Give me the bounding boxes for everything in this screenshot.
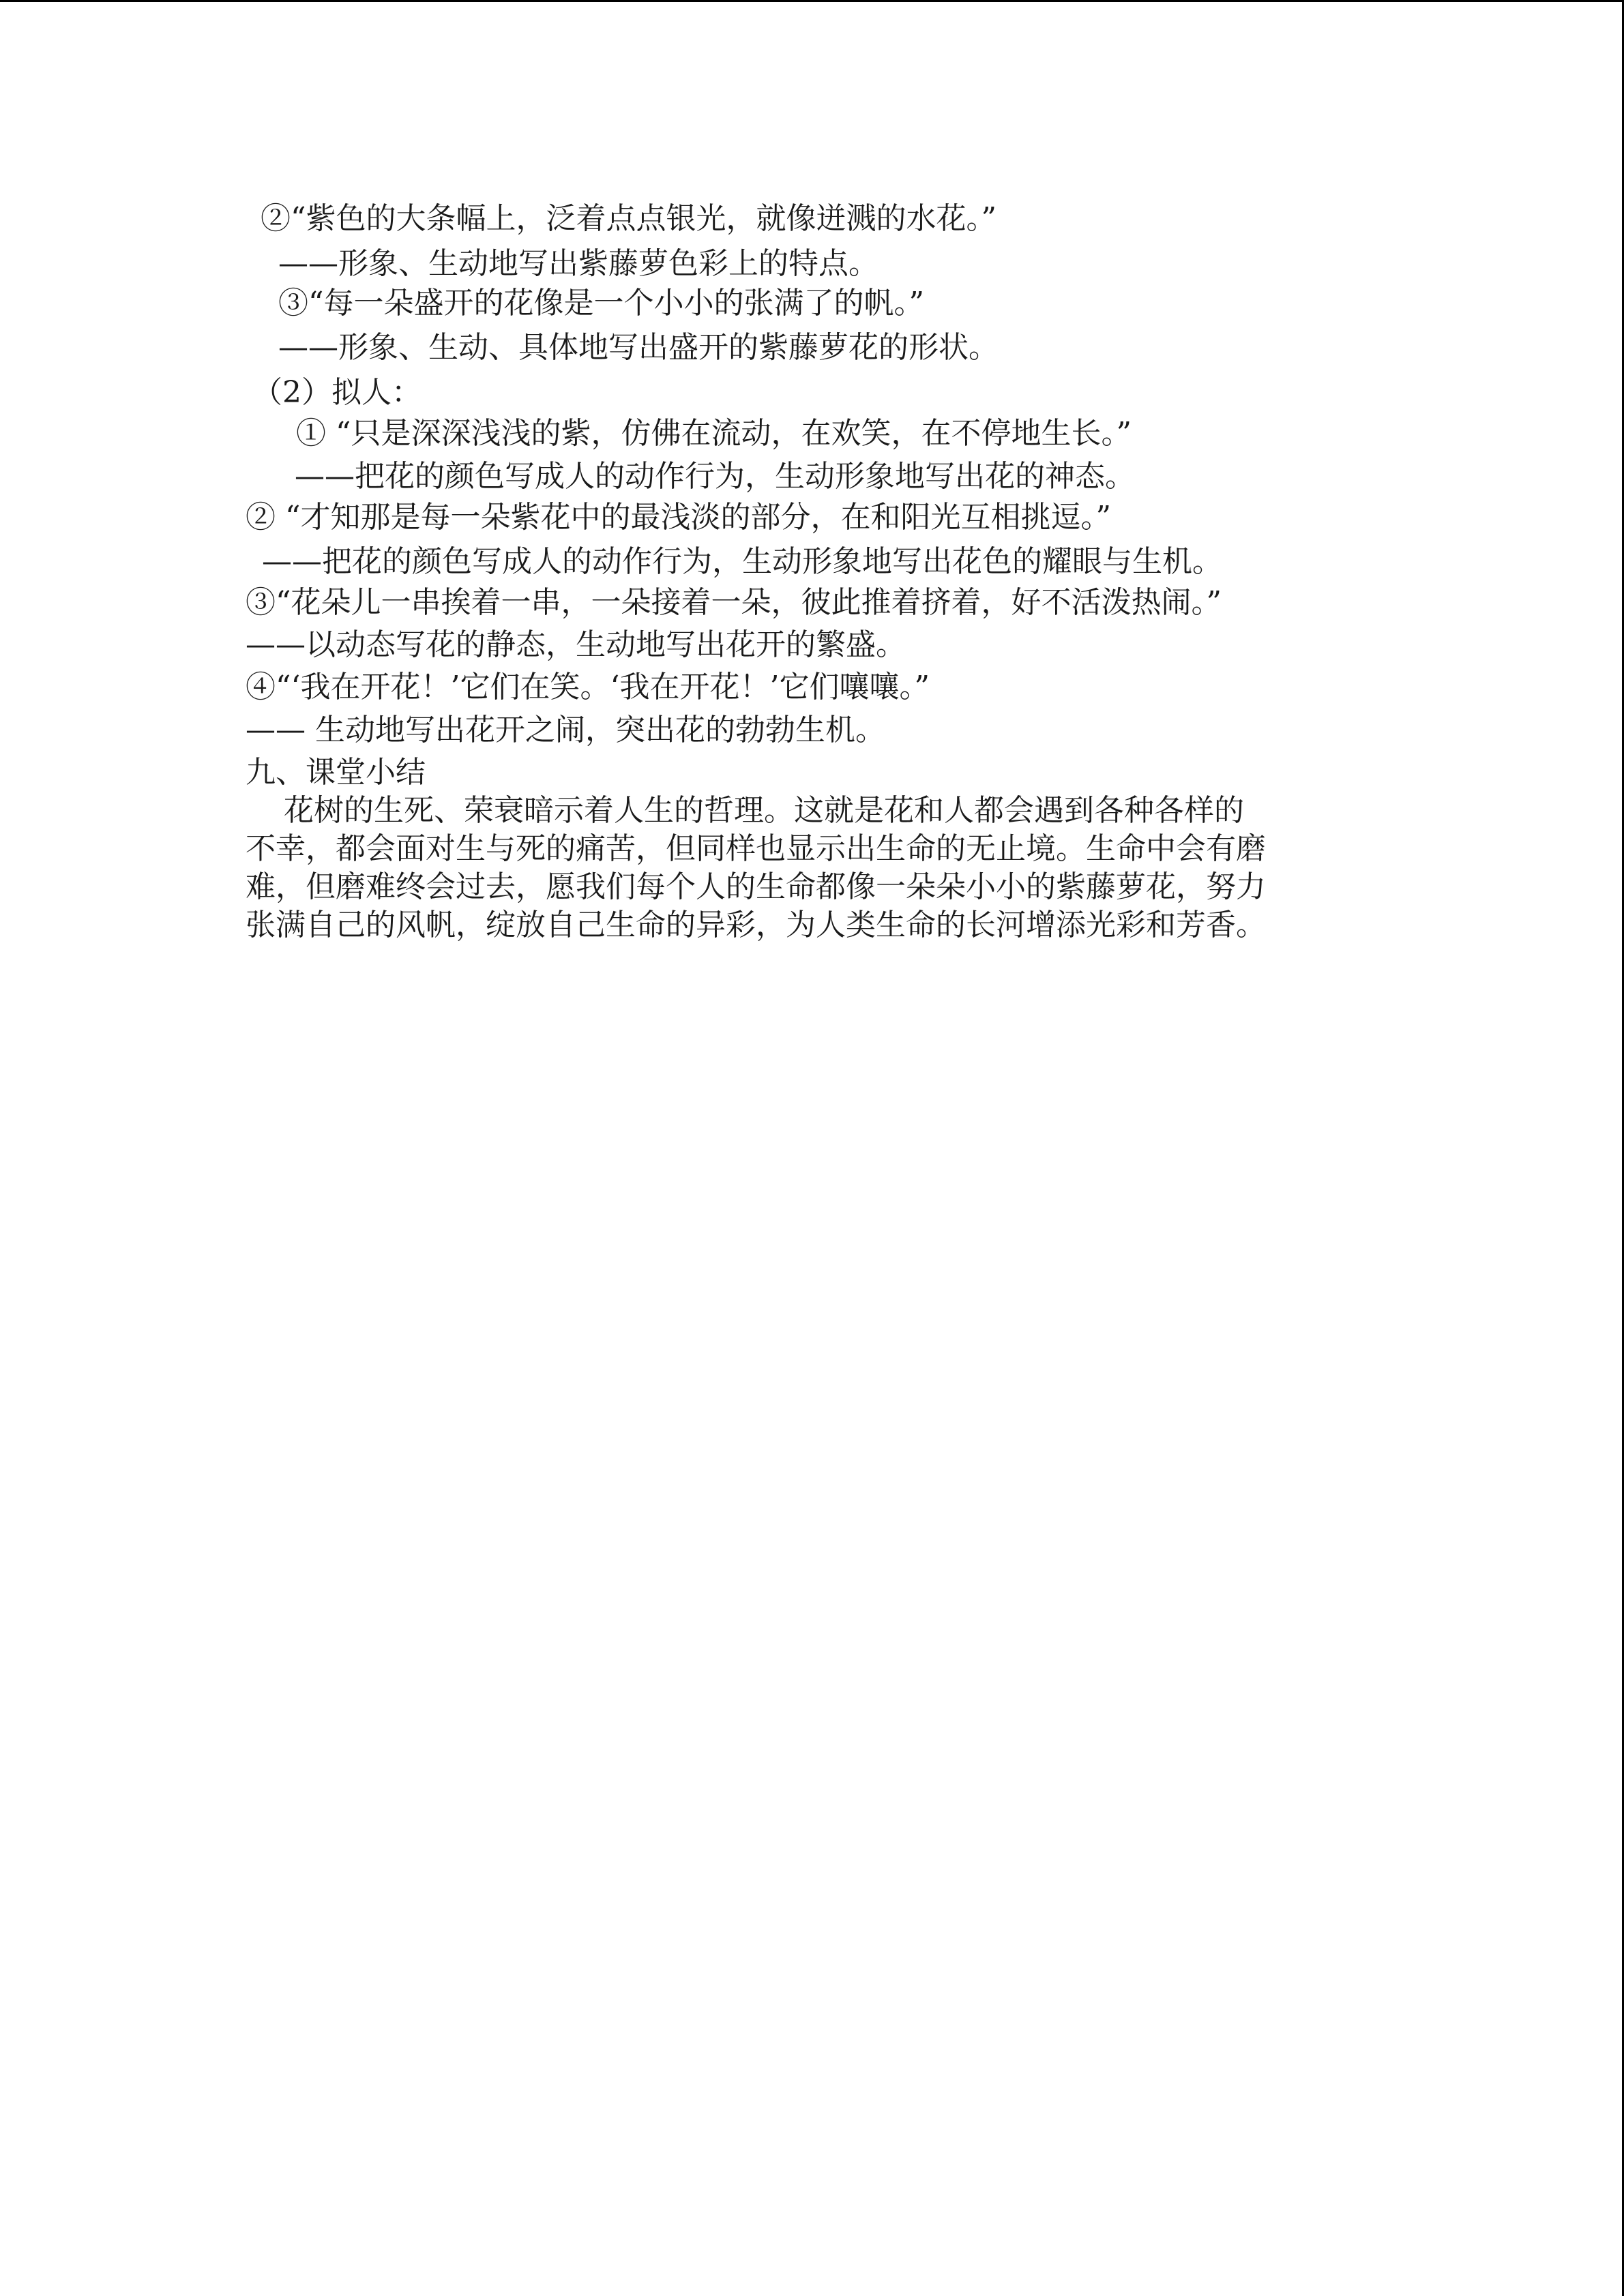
summary-paragraph xyxy=(246,792,1364,944)
text-line: ——形象、生动地写出紫藤萝色彩上的特点。 xyxy=(278,246,879,281)
text-line: ——把花的颜色写成人的动作行为，生动形象地写出花的神态。 xyxy=(295,459,1135,494)
text-line: ② “才知那是每一朵紫花中的最浅淡的部分，在和阳光互相挑逗。” xyxy=(246,500,1111,535)
text-line: —— 生动地写出花开之闹，突出花的勃勃生机。 xyxy=(246,713,885,747)
summary-line: 不幸，都会面对生与死的痛苦，但同样也显示出生命的无止境。生命中会有磨 xyxy=(246,831,1266,866)
text-line: ②“紫色的大条幅上，泛着点点银光，就像迸溅的水花。” xyxy=(261,201,996,236)
text-line: ④“‘我在开花！’它们在笑。‘我在开花！’它们嚷嚷。” xyxy=(246,670,930,704)
summary-line: 花树的生死、荣衰暗示着人生的哲理。这就是花和人都会遇到各种各样的 xyxy=(246,793,1244,828)
text-line: ——形象、生动、具体地写出盛开的紫藤萝花的形状。 xyxy=(278,330,999,365)
text-line: ——以动态写花的静态，生动地写出花开的繁盛。 xyxy=(246,627,906,662)
section-heading: （2）拟人： xyxy=(252,375,422,410)
summary-line: 难，但磨难终会过去，愿我们每个人的生命都像一朵朵小小的紫藤萝花，努力 xyxy=(246,869,1266,904)
text-line: ① “只是深深浅浅的紫，仿佛在流动，在欢笑，在不停地生长。” xyxy=(296,416,1132,451)
text-line: ③“花朵儿一串挨着一串，一朵接着一朵，彼此推着挤着，好不活泼热闹。” xyxy=(246,585,1222,620)
text-line: ③“每一朵盛开的花像是一个小小的张满了的帆。” xyxy=(278,286,924,320)
summary-line: 张满自己的风帆，绽放自己生命的异彩，为人类生命的长河增添光彩和芳香。 xyxy=(246,908,1266,942)
text-line: ——把花的颜色写成人的动作行为，生动形象地写出花色的耀眼与生机。 xyxy=(262,544,1222,579)
section-heading: 九、课堂小结 xyxy=(246,755,426,790)
